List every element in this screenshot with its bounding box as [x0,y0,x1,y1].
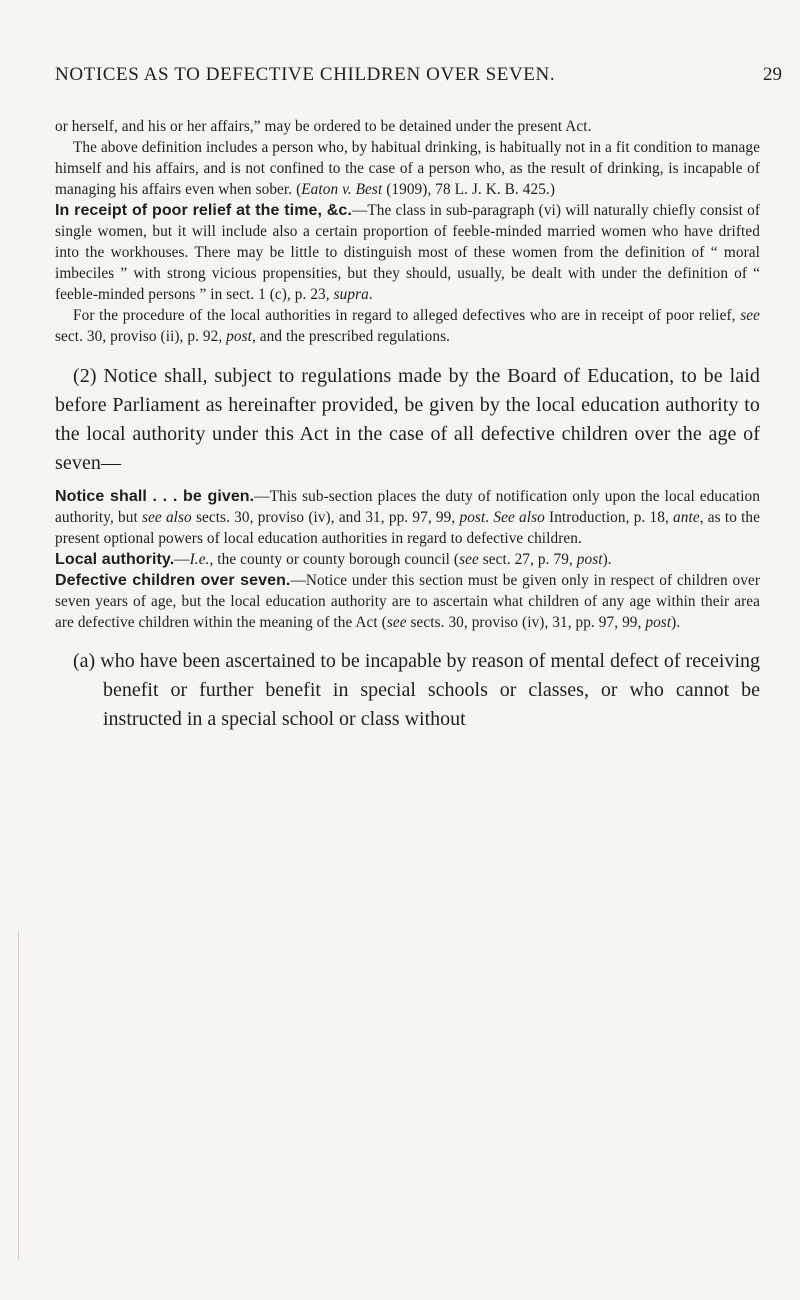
case-citation: Eaton v. Best [301,181,383,198]
local-authority-note [55,549,760,570]
post-reference: post [226,328,252,345]
see-reference: see [740,307,760,324]
notice-shall-end: , as to the present optional powers of local education authorities in regard to defective children. [55,509,761,547]
notice-shall-note [55,486,760,549]
procedure-text: For the procedure of the local authorities in regard to alleged defectives who are in receipt of poor relief, [73,307,741,324]
notice-shall-heading: Notice shall . . . be given. [55,488,255,505]
statute-paragraph-a: (a) who have been ascertained to be incapable by reason of mental defect of receiving benefit or further benefit in special schools or classes, or who cannot be instructed in a special school or class without [73,650,760,730]
supra-reference: supra [333,286,369,303]
see-also-reference-2: See also [493,509,545,526]
local-authority-dash: — [174,551,190,568]
notice-shall-separator: . [485,509,494,526]
defective-children-note [55,570,760,633]
definition-paragraph [55,137,760,200]
post-reference: post [459,509,486,526]
defective-children-heading: Defective children over seven. [55,572,291,589]
post-reference: post [645,614,672,631]
page-edge-shadow [18,930,19,1260]
running-head: NOTICES AS TO DEFECTIVE CHILDREN OVER SEVEN. [55,64,556,85]
local-authority-heading: Local authority. [55,551,175,568]
defective-children-text: —Notice under this section must be given only in respect of children over seven years of age, but the local education authority are to ascertain what children of any age within their area are defective children within the meaning of the Act ( [55,572,760,631]
see-also-reference: see also [142,509,192,526]
see-reference: see [386,614,407,631]
page-number: 29 [763,64,782,85]
local-authority-end: ). [602,551,612,568]
post-reference: post [576,551,603,568]
notice-shall-text: —This sub-section places the duty of notification only upon the local education authority, but [55,488,760,526]
poor-relief-text: —The class in sub-paragraph (vi) will naturally chiefly consist of single women, but it will include also a certain proportion of feeble-minded married women who have drifted into the workhouses. There may be little to distinguish most of these women from the definition of “ moral imbeciles ” with strong vicious propensities, but they should, usually, be dealt with under the definition of “ feeble-minded persons ” in sect. 1 (c), p. 23, [55,202,760,303]
poor-relief-end: . [368,286,373,303]
spacer [55,347,760,362]
poor-relief-heading: In receipt of poor relief at the time, &c. [55,202,352,219]
procedure-citation: sect. 30, proviso (ii), p. 92, [55,328,227,345]
statute-subsection-2: (2) Notice shall, subject to regulations made by the Board of Education, to be laid before Parliament as hereinafter provided, be given by the local education authority to the local authority under this Act in the case of all defective children over the age of seven— [55,365,760,474]
procedure-end: , and the prescribed regulations. [251,328,451,345]
definition-text: The above definition includes a person who, by habitual drinking, is habitually not in a fit condition to manage himself and his affairs, and is not confined to the case of a person who, as the result of drinking, is incapable of managing his affairs even when sober. ( [55,139,760,198]
continued-text: or herself, and his or her affairs,” may be ordered to be detained under the present Act. [55,118,592,135]
notice-shall-citation: sects. 30, proviso (iv), and 31, pp. 97, 99, [191,509,460,526]
spacer [55,478,760,486]
defective-children-end: ). [671,614,681,631]
introduction-reference: Introduction, p. 18, [544,509,674,526]
ante-reference: ante [673,509,700,526]
ie-abbreviation: I.e. [189,551,210,568]
page-body [55,116,760,734]
local-authority-citation: sect. 27, p. 79, [478,551,577,568]
defective-children-citation: sects. 30, proviso (iv), 31, pp. 97, 99, [406,614,646,631]
see-reference: see [459,551,479,568]
case-reference: (1909), 78 L. J. K. B. 425.) [382,181,555,198]
continued-paragraph [55,116,760,137]
spacer [55,633,760,647]
local-authority-text: , the county or county borough council ( [209,551,460,568]
poor-relief-note [55,200,760,305]
procedure-paragraph [55,305,760,347]
